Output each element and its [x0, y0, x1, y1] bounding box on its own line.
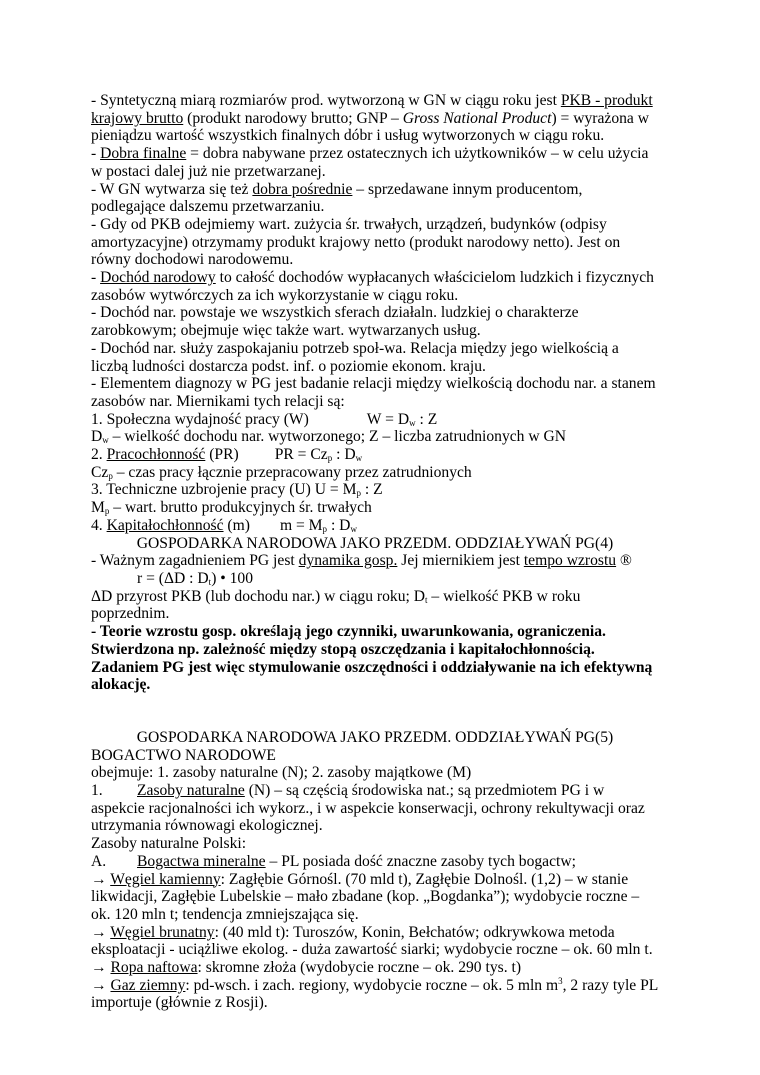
paragraph-dochod-powstaje: - Dochód nar. powstaje we wszystkich sferach działaln. ludzkiej o charakterze zarobkowym; obejmuje więc także wart. wytwarzanych usług.: [91, 304, 579, 340]
term-gaz-ziemny: Gaz ziemny: [110, 976, 186, 994]
paragraph-dobra-finalne: [91, 145, 659, 180]
arrow-icon: →: [91, 959, 111, 977]
paragraph-teorie-wzrostu: - Teorie wzrostu gosp. określają jego czynniki, uwarunkowania, ograniczenia. Stwierdzona np. zależność między stopą oszczędzania i kapitałochłonnością. Zadaniem PG jest więc stymulowanie oszczędności i oddziaływanie na ich efektywną alokację.: [91, 623, 653, 694]
paragraph-dynamika: [91, 552, 659, 570]
text: - Syntetyczną miarą rozmiarów prod. wytworzoną w GN w ciągu roku jest: [91, 92, 561, 109]
term-bogactwa-mineralne: Bogactwa mineralne: [137, 852, 266, 870]
text: : Zagłębie Górnośl. (70 mld t), Zagłębie Dolnośl. (1,2) – w stanie likwidacji, Zagłębie Lubelskie – mało zbadane (kop. „Bogdanka”); wydobycie roczne – ok. 120 mln t; tendencja zmniejszająca się.: [91, 870, 640, 923]
term-dochod-narodowy: Dochód narodowy: [100, 269, 216, 287]
paragraph-pkn: - Gdy od PKB odejmiemy wart. zużycia śr. trwałych, urządzeń, budynków (odpisy amortyzacyjne) otrzymamy produkt krajowy netto (produkt narodowy netto). Jest on równy dochodowi narodowemu.: [91, 215, 621, 269]
formula: : D: [332, 446, 356, 464]
measure-2-def: [91, 464, 659, 482]
term-dynamika: dynamika gosp.: [298, 552, 398, 570]
subscript: p: [322, 523, 328, 534]
subscript: w: [409, 417, 416, 428]
formula: : D: [327, 516, 351, 534]
paragraph-wegiel-brunatny: [91, 924, 659, 959]
superscript: 3: [558, 975, 563, 986]
paragraph-dobra-posrednie: [91, 181, 659, 216]
term-tempo-wzrostu: tempo wzrostu: [523, 552, 617, 570]
section-heading-4: GOSPODARKA NARODOWA JAKO PRZEDM. ODDZIAŁYWAŃ PG(4): [136, 534, 614, 552]
arrow-icon: →: [91, 870, 111, 888]
paragraph-zasoby-polski: Zasoby naturalne Polski:: [91, 835, 247, 853]
text: to całość dochodów wypłacanych właścicielom ludzkich i fizycznych zasobów wytwórczych za ich wykorzystanie w ciągu roku.: [91, 269, 654, 304]
paragraph-diagnoza: - Elementem diagnozy w PG jest badanie relacji między wielkością dochodu nar. a stanem zasobów nar. Miernikami tych relacji są:: [91, 375, 656, 410]
measure-4: [91, 517, 659, 535]
measure-1: [91, 411, 659, 429]
measure-1-def: [91, 428, 659, 446]
arrow-icon: →: [91, 923, 111, 941]
paragraph-bogactwa-mineralne: [91, 853, 659, 871]
list-letter: A.: [91, 852, 107, 870]
text: -: [91, 269, 101, 287]
measure-2: [91, 446, 659, 464]
text: (PR): [205, 446, 239, 464]
text: - Ważnym zagadnieniem PG jest: [91, 552, 299, 570]
text: Jej miernikiem jest: [397, 552, 524, 570]
text: – wielkość PKB w roku poprzednim.: [91, 587, 581, 623]
term-kapitalochlonnosc: Kapitałochłonność: [106, 516, 224, 534]
subscript: t: [424, 594, 428, 605]
text: : pd-wsch. i zach. regiony, wydobycie roczne – ok. 5 mln m: [185, 976, 559, 994]
text: (produkt narodowy brutto; GNP –: [183, 109, 403, 127]
paragraph-gaz-ziemny: [91, 977, 659, 1012]
subscript: w: [350, 523, 357, 534]
paragraph-ropa-naftowa: [91, 959, 659, 977]
text: ΔD przyrost PKB (lub dochodu nar.) w ciągu roku; D: [91, 587, 425, 605]
text: – sprzedawane innym producentom, podlegające dalszemu przetwarzaniu.: [91, 180, 583, 216]
subscript: w: [102, 435, 109, 446]
paragraph-zasoby-naturalne: [91, 782, 659, 835]
text: Cz: [91, 463, 109, 481]
document-page: [91, 92, 659, 1012]
term-wegiel-brunatny: Węgiel brunatny: [110, 923, 215, 941]
term-dobra-finalne: Dobra finalne: [100, 145, 187, 163]
text: ®: [616, 552, 632, 570]
paragraph-dochod-narodowy: [91, 269, 659, 304]
subscript: p: [104, 506, 110, 517]
text: – wart. brutto produkcyjnych śr. trwałych: [109, 499, 372, 517]
section-heading-5: GOSPODARKA NARODOWA JAKO PRZEDM. ODDZIAŁYWAŃ PG(5): [136, 728, 614, 746]
text: – PL posiada dość znaczne zasoby tych bogactw;: [265, 852, 576, 870]
text: = dobra nabywane przez ostatecznych ich użytkowników – w celu użycia w postaci dalej już nie przetwarzanej.: [91, 145, 649, 180]
paragraph-pkb: [91, 92, 659, 145]
formula: r = (ΔD : D: [137, 569, 209, 587]
formula: W = D: [366, 410, 410, 428]
subscript: p: [356, 488, 361, 499]
formula: ) • 100: [211, 569, 254, 587]
measure-3: [91, 481, 659, 499]
text: D: [91, 428, 103, 446]
term-pracochlonnosc: Pracochłonność: [106, 446, 206, 464]
paragraph-przyrost: [91, 588, 659, 623]
formula: m = M: [279, 516, 323, 534]
formula-tempo: [91, 570, 659, 588]
spacer: [91, 694, 659, 729]
text: : (40 mld t): Turoszów, Konin, Bełchatów; odkrywkowa metoda eksploatacji - uciążliwe ekolog. - duża zawartość siarki; wydobycie roczne – ok. 60 mln t.: [91, 923, 653, 959]
text: (N) – są częścią środowiska nat.; są przedmiotem PG i w aspekcie racjonalności ich wykorz., i w aspekcie konserwacji, ochrony rekultywacji oraz utrzymania równowagi ekologicznej.: [91, 782, 645, 835]
text: 1. Społeczna wydajność pracy (W): [91, 410, 309, 428]
text: -: [91, 145, 101, 163]
subscript: w: [355, 453, 363, 464]
subscript: p: [108, 470, 113, 481]
text: (m): [223, 516, 250, 534]
text: 3. Techniczne uzbrojenie pracy (U) U = M: [91, 481, 357, 499]
subheading-bogactwo: BOGACTWO NARODOWE: [91, 746, 276, 764]
text: – czas pracy łącznie przepracowany przez zatrudnionych: [112, 463, 472, 481]
text: 4.: [91, 516, 107, 534]
arrow-icon: →: [91, 976, 111, 994]
paragraph-wegiel-kamienny: [91, 871, 659, 924]
term-gnp: Gross National Product: [402, 109, 552, 127]
text: M: [91, 499, 105, 517]
term-zasoby-naturalne: Zasoby naturalne: [137, 782, 245, 800]
formula: : Z: [415, 410, 438, 428]
text: : skromne złoża (wydobycie roczne – ok. 290 tys. t): [197, 959, 522, 977]
term-pkb: PKB - produkt krajowy brutto: [91, 92, 653, 127]
measure-3-def: [91, 499, 659, 517]
paragraph-dochod-sluzy: - Dochód nar. służy zaspokajaniu potrzeb społ-wa. Relacja między jego wielkością a liczbą ludności dostarcza podst. inf. o poziomie ekonom. kraju.: [91, 339, 619, 375]
list-number: 1.: [91, 782, 103, 800]
formula: PR = Cz: [274, 446, 328, 464]
text: , 2 razy tyle PL importuje (głównie z Rosji).: [91, 976, 658, 1012]
term-wegiel-kamienny: Węgiel kamienny: [110, 870, 221, 888]
term-dobra-posrednie: dobra pośrednie: [252, 180, 353, 198]
text: - W GN wytwarza się też: [91, 180, 253, 198]
text: ) = wyrażona w pieniądzu wartość wszystkich finalnych dóbr i usług wytworzonych w ciągu roku.: [91, 109, 649, 145]
term-ropa-naftowa: Ropa naftowa: [110, 959, 198, 977]
text: – wielkość dochodu nar. wytworzonego; Z – liczba zatrudnionych w GN: [108, 428, 567, 446]
paragraph-obejmuje: obejmuje: 1. zasoby naturalne (N); 2. zasoby majątkowe (M): [91, 764, 472, 782]
subscript: t: [208, 576, 212, 587]
formula: : Z: [360, 481, 383, 499]
text: 2.: [91, 446, 107, 464]
subscript: p: [327, 453, 333, 464]
